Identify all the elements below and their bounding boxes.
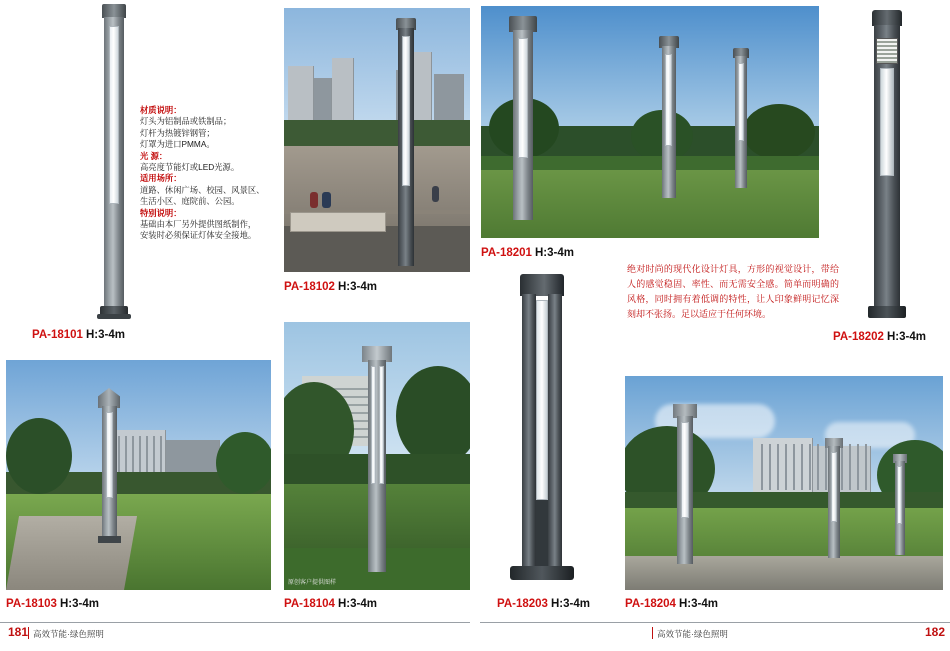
footer-accent-bar-right (652, 627, 653, 639)
page-number-left: 181 (8, 625, 29, 639)
walkway (6, 516, 137, 590)
caption-pa18201: PA-18201 H:3-4m (481, 247, 574, 259)
lamp-base (98, 536, 121, 543)
lamp-post (522, 294, 536, 572)
lamp-light-strip (109, 26, 119, 204)
lamp-base (510, 566, 574, 580)
product-photo-pa18103 (6, 360, 271, 590)
spec-line-2: 灯杆为热镀锌钢管； (140, 127, 215, 138)
spec-line-9: 特别说明： (140, 207, 182, 218)
lamp-cap-icon (102, 4, 126, 18)
person (310, 192, 318, 208)
lamp-light-strip (681, 422, 689, 518)
product-photo-pa18202 (830, 6, 940, 324)
lamp-light-strip (518, 38, 528, 158)
lamp-light-strip (665, 54, 672, 146)
product-photo-pa18104 (284, 322, 470, 590)
lamp-light-strip (106, 412, 113, 498)
person (322, 192, 331, 208)
lamp-light-strip (897, 466, 902, 524)
lamp-post-secondary (548, 294, 562, 572)
caption-pa18101: PA-18101 H:3-4m (32, 329, 125, 341)
spec-line-5: 高亮度节能灯或LED光源。 (140, 162, 240, 173)
spec-line-11: 安装时必须保证灯体安全接地。 (140, 230, 257, 241)
lamp-louver-grille (876, 38, 898, 64)
product-photo-pa18102 (284, 8, 470, 272)
palm-tree (743, 104, 815, 160)
caption-pa18203: PA-18203 H:3-4m (497, 598, 590, 610)
page-number-right: 182 (925, 625, 946, 639)
lamp-light-strip (880, 68, 894, 176)
caption-pa18104: PA-18104 H:3-4m (284, 598, 377, 610)
lamp-spine (536, 500, 548, 572)
spec-line-8: 生活小区、庭院前、公园。 (140, 196, 240, 207)
lamp-base (868, 306, 906, 318)
spec-line-10: 基础由本厂另外提供图纸制作， (140, 219, 257, 230)
tree-line (284, 120, 470, 146)
lamp-light-strip (536, 300, 548, 500)
lamp-cap-icon (872, 10, 902, 26)
lamp-light-strip (371, 366, 376, 484)
footer-divider-right (480, 622, 950, 623)
photo-watermark: 原创客户提供图样 (288, 580, 337, 586)
lamp-foot (97, 314, 131, 319)
caption-pa18204: PA-18204 H:3-4m (625, 598, 718, 610)
product-photo-pa18204 (625, 376, 943, 590)
lamp-light-strip (738, 63, 744, 141)
lamp-head (520, 274, 564, 296)
spec-line-1: 灯头为铝制品或铁制品； (140, 116, 232, 127)
caption-pa18103: PA-18103 H:3-4m (6, 598, 99, 610)
spec-line-3: 灯罩为进口PMMA。 (140, 139, 215, 150)
caption-pa18202: PA-18202 H:3-4m (833, 331, 926, 343)
footer-slogan-right: 高效节能·绿色照明 (657, 629, 728, 639)
product-description-text: 绝对时尚的现代化设计灯具，方形的视觉设计，带给人的感觉稳固、率性、而无需安全感。简单而明确的风格，同时拥有着低调的特性，让人印象鲜明记忆深刻却不张扬。足以适应于任何环境。 (627, 264, 839, 319)
lamp-light-strip (831, 452, 837, 522)
footer-slogan-left: 高效节能·绿色照明 (33, 629, 104, 639)
footer-divider-left (0, 622, 470, 623)
foreground-paving (284, 226, 470, 272)
tree (216, 432, 271, 494)
spec-line-6: 适用场所： (140, 173, 182, 184)
tree (6, 418, 72, 494)
spec-line-0: 材质说明： (140, 105, 182, 115)
road (625, 556, 943, 590)
lamp-light-strip (379, 366, 384, 484)
lamp-light-strip (402, 36, 410, 186)
footer-accent-bar-left (28, 627, 29, 639)
spec-line-4: 光 源： (140, 150, 168, 161)
tree (396, 366, 470, 466)
material-spec-text (140, 105, 265, 242)
caption-pa18102: PA-18102 H:3-4m (284, 281, 377, 293)
spec-line-7: 道路、休闲广场、校园、风景区、 (140, 184, 265, 195)
product-photo-pa18203 (490, 268, 600, 590)
product-photo-pa18201 (481, 6, 819, 238)
person (432, 186, 439, 202)
bench (290, 212, 386, 232)
building-windows (755, 444, 869, 490)
